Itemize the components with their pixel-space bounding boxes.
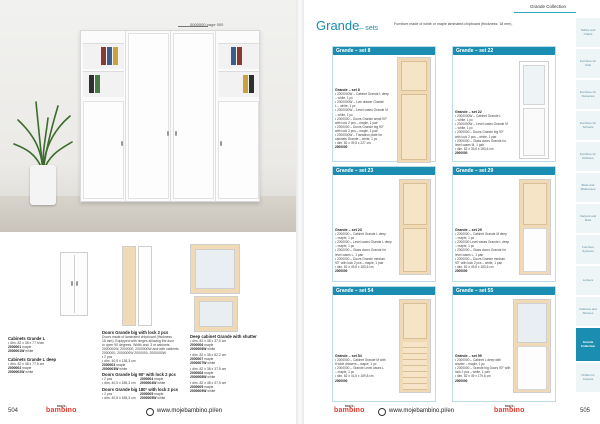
caption-code-row	[190, 389, 215, 393]
shutter-panel	[517, 303, 547, 343]
globe-icon	[378, 408, 386, 416]
door-panel	[523, 228, 547, 272]
set-desc-title: Grande – set 29	[455, 228, 482, 232]
heading-title: Grande	[316, 18, 360, 33]
product-variant: maple	[204, 343, 214, 347]
product-variant: maple	[22, 366, 32, 370]
side-nav	[576, 18, 600, 404]
heading-note: Furniture made of white or maple laminated chipboard (thickness: 18 mm).	[394, 22, 513, 26]
product-variant: maple	[204, 357, 214, 361]
set-desc-title: Grande – set 54	[335, 354, 362, 358]
open-shelf	[403, 303, 427, 339]
caption-line: • 2 pcs	[102, 377, 113, 381]
set-desc-line: lock 2 pcs – white, 1 pair	[455, 370, 490, 375]
binder	[89, 75, 94, 93]
set-description	[455, 228, 509, 273]
caption-title: Cabinets Grande L	[8, 336, 46, 341]
set-image	[399, 299, 431, 393]
set-image	[513, 299, 551, 393]
set-desc-line: cabinets Grande – white, 1 pc	[335, 137, 378, 142]
set-title: Grande – set 22	[453, 47, 555, 55]
set-desc-line: level cases L, 1 pair	[335, 252, 364, 257]
set-desc-line: • 2000000 – Glass doors Grande for	[455, 138, 507, 143]
set-desc-line: • 2000000 – Doors Grande medium	[335, 256, 386, 261]
product-code: 2000003	[102, 363, 116, 367]
caption-line: • 2 pcs	[102, 392, 113, 396]
caption-title: Cabinets Grande L deep	[8, 357, 57, 362]
wall-door	[173, 33, 214, 199]
set-desc-line: level cases M, 1 pair	[455, 142, 485, 147]
caption-line: 18 mm). Equipped with hinges allowing the door	[102, 339, 175, 343]
product-code: 2000001	[8, 345, 22, 349]
page-heading	[316, 18, 378, 33]
product-code: 2000002W	[8, 370, 25, 374]
door-knob	[76, 281, 78, 286]
set-title: Grande – set 29	[453, 167, 555, 175]
door-panel-white	[138, 246, 152, 326]
side-tab-active[interactable]: Grande Collection	[576, 328, 600, 362]
side-tab[interactable]: Children's Carpets	[576, 363, 600, 393]
shutter-cabinet-image	[190, 244, 240, 294]
product-variant: white	[25, 370, 34, 374]
glass-panel	[523, 65, 545, 105]
caption-line: • dim. 82 x 38 x 77 h/cm	[8, 341, 45, 345]
caption-code-row	[8, 349, 33, 353]
set-image	[397, 57, 431, 163]
set-desc-line: • dim. 82 x 39,8 x 183,6 cm	[455, 146, 494, 151]
set-desc-line: • 2000000 – Doors Grande big 90°	[335, 124, 384, 129]
set-desc-line: • 2000000W – Transition plate for	[335, 133, 383, 138]
product-variant: white	[207, 389, 216, 393]
set-title: Grande – set 55	[453, 287, 555, 295]
set-description	[455, 354, 510, 383]
wall-cabinet-unit	[80, 30, 260, 202]
set-description	[455, 110, 508, 155]
set-image	[399, 179, 431, 275]
logo-text: bambino	[334, 407, 365, 414]
caption-line: • dim. 82 x 48 x 77,5 cm	[8, 362, 45, 366]
door-panel-maple	[122, 246, 136, 326]
set-desc-line: • 2000000 – Grande Level cases L	[335, 366, 384, 371]
set-desc-line: – white, 1 pc	[335, 96, 353, 101]
caption-title: Deep cabinet Grande with shutter	[190, 334, 257, 339]
set-desc-line: • dim. 82 x 49 x 179,6 cm	[455, 374, 491, 379]
wall-door	[218, 101, 259, 199]
caption-code-row	[190, 361, 215, 365]
page-gutter	[296, 0, 304, 424]
side-tab[interactable]: Carpets and Mats	[576, 204, 600, 234]
set-desc-line: • 2000000W – Cabinet Grande L	[455, 114, 502, 119]
set-desc-line: • 2000000 – Grande big Doors 90° with	[455, 366, 511, 371]
product-variant: white	[157, 381, 166, 385]
set-desc-line: – maple, 1 pc	[455, 236, 475, 241]
caption-line: 2000000W, 2000000, 2000000W and with cabinets	[102, 347, 179, 351]
set-desc-line: – maple, 1 pc	[335, 244, 355, 249]
set-desc-line: • dim. 82 x 49,8 x 183,6 cm	[455, 264, 494, 269]
set-description	[335, 88, 389, 149]
right-page	[304, 0, 600, 424]
wall-door	[128, 33, 169, 199]
set-desc-line: • dim. 82 x 41,6 x 169,8 cm	[335, 374, 374, 379]
side-tab[interactable]: Tables and Chairs	[576, 18, 600, 48]
product-code: 2000009	[190, 385, 204, 389]
set-code: 2000000	[455, 378, 468, 383]
product-variant: maple	[204, 371, 214, 375]
caption-code-row	[190, 375, 215, 379]
product-code: 2000006	[190, 343, 204, 347]
caption-title: Doors Grande big 180° with lock 2 pcs	[102, 387, 179, 392]
caption-line: to open 90 degrees. Width and: 3 m cabinets.	[102, 343, 171, 347]
set-desc-line: • 2000000 – Level cases Grande L deep	[335, 240, 392, 245]
set-desc-line: 90° with lock 2 pcs – maple, 1 pair	[335, 260, 384, 265]
set-desc-line: – white, 1 pc	[455, 118, 473, 123]
caption-line: 2000000, 2000000W 2000000, 2000000W	[102, 351, 166, 355]
set-desc-line: with lock 2 pcs – maple, 1 pair	[335, 128, 378, 133]
set-code: 2000000	[335, 268, 348, 273]
collection-tag: Grande Collection	[530, 4, 567, 9]
caption-title: Doors Grande big with lock 2 pcs	[102, 330, 169, 335]
caption-code-row	[140, 381, 165, 385]
side-tab[interactable]: Furniture for Kids	[576, 49, 600, 79]
set-image	[519, 179, 551, 275]
brand-logo	[494, 404, 525, 414]
product-variant: white	[25, 349, 34, 353]
hero-tag: 0000000 page 000	[190, 22, 224, 27]
set-desc-line: • 2000000 – Cabinet Grande M with	[335, 358, 386, 363]
logo-text: bambino	[494, 407, 525, 414]
set-desc-line: – maple, 1 pc	[335, 370, 355, 375]
door-knob	[71, 281, 73, 286]
set-image	[519, 61, 549, 159]
set-desc-line: • 2000000 – Glass doors Grande for	[335, 248, 387, 253]
product-code: 2000008W	[190, 375, 207, 379]
caption-line: • 2 pcs	[102, 355, 113, 359]
binder	[231, 47, 236, 65]
caption-line: • dim. 40,5 x 185,3 cm	[102, 396, 136, 400]
product-code: 2000004	[140, 377, 154, 381]
left-page	[0, 0, 296, 424]
binder	[249, 75, 254, 93]
set-code: 2000000	[455, 268, 468, 273]
set-desc-line: • 2000000 – Cabinet Grande L deep	[335, 232, 386, 237]
caption-line: • dim. 82 x 38 x 37,5 cm	[190, 367, 227, 371]
set-desc-line: – white, 1 pc	[335, 112, 353, 117]
side-tab[interactable]: Lockers	[576, 266, 600, 296]
side-tab[interactable]: Cabinets and Shelves	[576, 297, 600, 327]
binder	[237, 47, 242, 65]
set-desc-line: – maple, 1 pc	[335, 236, 355, 241]
set-desc-line: 8 wide drawers – maple, 1 pc	[335, 362, 377, 367]
side-tab[interactable]: Furniture for Nurseries	[576, 80, 600, 110]
set-desc-line: • 2000000W – Level cases Grande M	[455, 122, 508, 127]
set-desc-line: • 2000000 – Doors Grande big 90°	[455, 130, 504, 135]
side-tab[interactable]: Furniture for Kitchens	[576, 142, 600, 172]
product-variant: maple	[116, 363, 126, 367]
logo-prefix: moje	[56, 404, 66, 408]
caption-line: • dim. 82 x 48 x 37,5 cm	[190, 339, 227, 343]
set-description	[335, 228, 392, 273]
binder	[95, 75, 100, 93]
product-variant: white	[207, 347, 216, 351]
caption-line: • dim. 40,5 x 185,3 cm	[102, 381, 136, 385]
caption-code-row	[140, 396, 165, 400]
product-code: 2000008	[190, 371, 204, 375]
set-desc-title: Grande – set 23	[335, 228, 362, 232]
caption-line: Doors made of laminated chipboard (thickness	[102, 335, 172, 339]
door-knob	[220, 141, 222, 146]
product-code: 2000005	[140, 392, 154, 396]
product-variant: white	[119, 367, 128, 371]
page-number: 505	[580, 408, 591, 414]
side-tab[interactable]: Furniture Systems	[576, 235, 600, 265]
set-desc-line: • 2000000 – Cabinet L deep with	[455, 358, 502, 363]
set-desc-line: shutter – maple, 1 pc	[455, 362, 485, 367]
caption-code-row	[190, 347, 215, 351]
set-desc-line: • 2000000W – Cabinet Grande L deep	[335, 92, 389, 97]
set-desc-line: level cases L, 1 pair	[455, 252, 484, 257]
glass-panel	[523, 183, 547, 225]
drawer-stack	[403, 342, 427, 390]
website-link[interactable]: www.mojebambino.pl/en	[157, 408, 223, 414]
product-variant: maple	[22, 345, 32, 349]
set-desc-line: with lock 2 pcs – white, 1 pair	[455, 134, 497, 139]
product-code: 2000001W	[8, 349, 25, 353]
shutter-panel	[195, 249, 235, 289]
heading-sub: – sets	[359, 25, 379, 32]
set-desc-line: with lock 2 pcs – maple, 1 pair	[335, 120, 378, 125]
door-panel	[523, 108, 545, 156]
caption-line: • dim. 40,5 x 138,3 cm	[102, 359, 136, 363]
set-card-55	[452, 286, 556, 402]
set-desc-line: 90° with lock 2 pcs – white, 1 pair	[455, 260, 503, 265]
set-desc-line: • 2000000W – Level cases Grande M	[335, 108, 388, 113]
set-desc-line: L – white, 1 pc	[335, 104, 356, 109]
brand-logo	[46, 404, 77, 414]
product-code: 2000005W	[140, 396, 157, 400]
door-panel	[403, 228, 427, 272]
product-variant: maple	[154, 392, 164, 396]
set-desc-line: • dim. 82 x 49,8 x 183,6 cm	[335, 264, 374, 269]
glass-panel	[401, 61, 427, 91]
set-desc-line: • 2000000 – Cabinet Grande M deep	[455, 232, 507, 237]
caption-line: • dim. 82 x 48 x 37,5 cm	[190, 381, 227, 385]
door-panel	[401, 94, 427, 160]
product-code: 2000002	[8, 366, 22, 370]
set-desc-line: • 2000000 – Doors Grande medium	[455, 256, 506, 261]
set-title: Grande – set 54	[333, 287, 435, 295]
set-title: Grande – set 23	[333, 167, 435, 175]
binder	[107, 47, 112, 65]
product-code: 2000007	[190, 357, 204, 361]
logo-prefix: moje	[344, 404, 354, 408]
binder	[243, 75, 248, 93]
set-desc-title: Grande – set 22	[455, 110, 482, 114]
product-code: 2000007W	[190, 361, 207, 365]
door-knob	[167, 131, 169, 136]
shutter-panel	[199, 301, 233, 327]
product-code: 2000006W	[190, 347, 207, 351]
door-knob	[175, 131, 177, 136]
product-variant: white	[207, 361, 216, 365]
set-desc-line: – maple, 1 pc	[455, 244, 475, 249]
set-desc-line: • 2000000 – Glass doors Grande for	[455, 248, 507, 253]
caption-line: • dim. 82 x 38 x 82,2 cm	[190, 353, 227, 357]
product-variant: maple	[204, 385, 214, 389]
set-desc-line: – white, 1 pc	[455, 126, 473, 131]
set-desc-line: • 2000000 Level cases Grande L deep	[455, 240, 510, 245]
side-tab[interactable]: Furniture for Schools	[576, 111, 600, 141]
set-desc-title: Grande – set 8	[335, 88, 360, 92]
caption-title: Doors Grande big 90° with lock 2 pcs	[102, 372, 176, 377]
set-code: 2000000	[455, 150, 468, 155]
globe-icon	[146, 408, 154, 416]
glass-panel	[403, 183, 427, 225]
door-split	[74, 255, 75, 313]
side-tab[interactable]: Beds and Mattresses	[576, 173, 600, 203]
logo-prefix: moje	[504, 404, 514, 408]
set-card-54	[332, 286, 436, 402]
binder	[113, 47, 118, 65]
plant-icon	[12, 98, 74, 172]
plant-pot	[30, 165, 56, 205]
set-desc-title: Grande – set 55	[455, 354, 482, 358]
set-title: Grande – set 8	[333, 47, 435, 55]
set-description	[335, 354, 386, 383]
website-link[interactable]: www.mojebambino.pl/en	[389, 408, 455, 414]
caption-code-row	[8, 370, 33, 374]
hero-photo	[0, 0, 296, 232]
product-code: 2000003W	[102, 367, 119, 371]
product-variant: white	[157, 396, 166, 400]
product-variant: maple	[154, 377, 164, 381]
door-panel	[517, 346, 547, 390]
door-knob	[121, 141, 123, 146]
set-code: 2000000	[335, 378, 348, 383]
set-desc-line: • 2000000 – Doors Grande small 90°	[335, 116, 388, 121]
product-code: 2000009W	[190, 389, 207, 393]
caption-code-row	[102, 367, 127, 371]
logo-text: bambino	[46, 407, 77, 414]
brand-logo	[334, 404, 365, 414]
page-number: 504	[8, 408, 19, 414]
set-desc-line: • 2000000W – Low drawer Grande	[335, 100, 384, 105]
collection-bar	[514, 12, 576, 13]
product-variant: white	[207, 375, 216, 379]
set-desc-line: • dim. 82 x 49,5 x 227 cm	[335, 141, 371, 146]
cabinet-grande-l-image	[60, 252, 88, 316]
binder	[101, 47, 106, 65]
wall-door	[83, 101, 124, 199]
shutter-cabinet-small-image	[194, 296, 238, 332]
product-code: 2000004W	[140, 381, 157, 385]
set-code: 2000000	[335, 145, 348, 150]
